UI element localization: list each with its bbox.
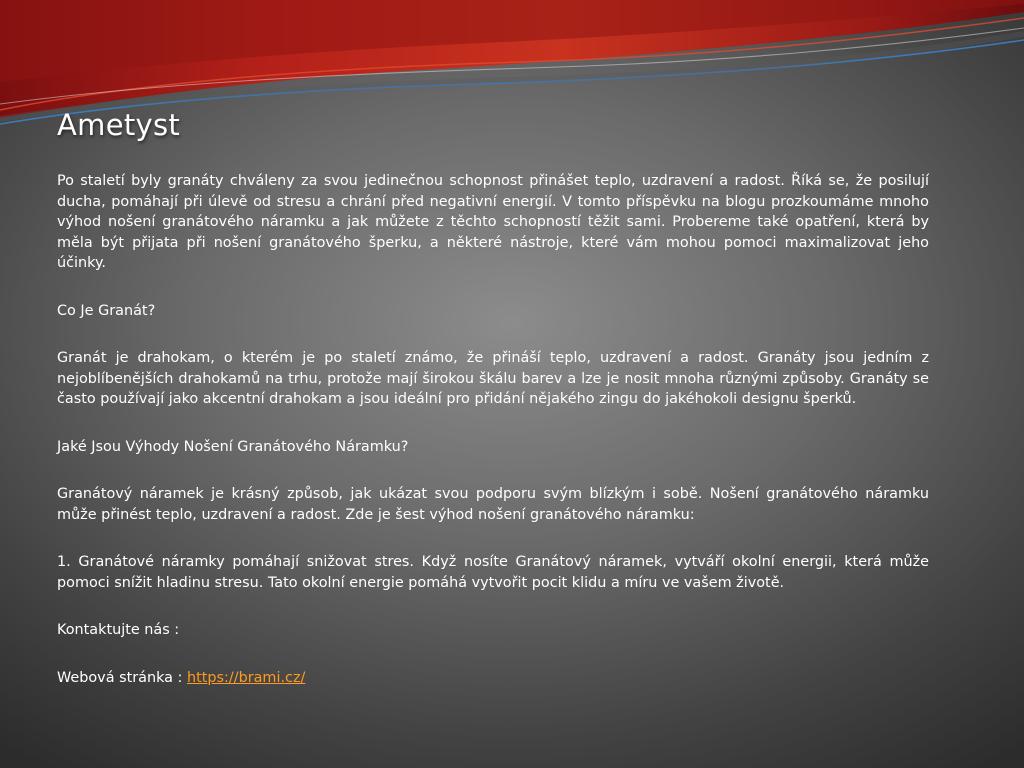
what-is-garnet-paragraph: Granát je drahokam, o kterém je po staletí známo, že přináší teplo, uzdravení a radost. Granáty jsou jedním z nejoblíbenějších drahokamů na trhu, protože mají širokou škálu barev a lze je nosit mnoha různými způsoby. Granáty se často používají jako akcentní drahokam a jsou ideální pro přidání nějakého zingu do jakéhokoli designu šperků. <box>57 350 929 407</box>
contact-label: Kontaktujte nás : <box>57 622 180 638</box>
slide-content <box>57 171 929 688</box>
website-line <box>57 668 929 689</box>
intro-paragraph: Po staletí byly granáty chváleny za svou jedinečnou schopnost přinášet teplo, uzdravení a radost. Říká se, že posilují ducha, pomáhají při úlevě od stresu a chrání před negativní energií. V tomto příspěvku na blogu prozkoumáme mnoho výhod nošení granátového náramku a jak můžete z těchto schopností těžit sami. Probereme také opatření, která by měla být přijata při nošení granátového šperku, a některé nástroje, které vám mohou pomoci maximalizovat jeho účinky. <box>57 173 929 271</box>
slide-title: Ametyst <box>57 108 181 142</box>
website-label: Webová stránka : <box>57 669 187 686</box>
header-wave-decoration <box>0 0 1024 125</box>
benefit-point-1: 1. Granátové náramky pomáhají snižovat stres. Když nosíte Granátový náramek, vytváří okolní energii, která může pomoci snížit hladinu stresu. Tato okolní energie pomáhá vytvořit pocit klidu a míru ve vašem životě. <box>57 554 929 591</box>
heading-what-is-garnet: Co Je Granát? <box>57 302 156 319</box>
heading-benefits: Jaké Jsou Výhody Nošení Granátového Náramku? <box>57 438 409 455</box>
website-link[interactable]: https://brami.cz/ <box>186 669 306 686</box>
benefits-paragraph: Granátový náramek je krásný způsob, jak ukázat svou podporu svým blízkým i sobě. Nošení granátového náramku může přinést teplo, uzdravení a radost. Zde je šest výhod nošení granátového náramku: <box>57 486 929 523</box>
